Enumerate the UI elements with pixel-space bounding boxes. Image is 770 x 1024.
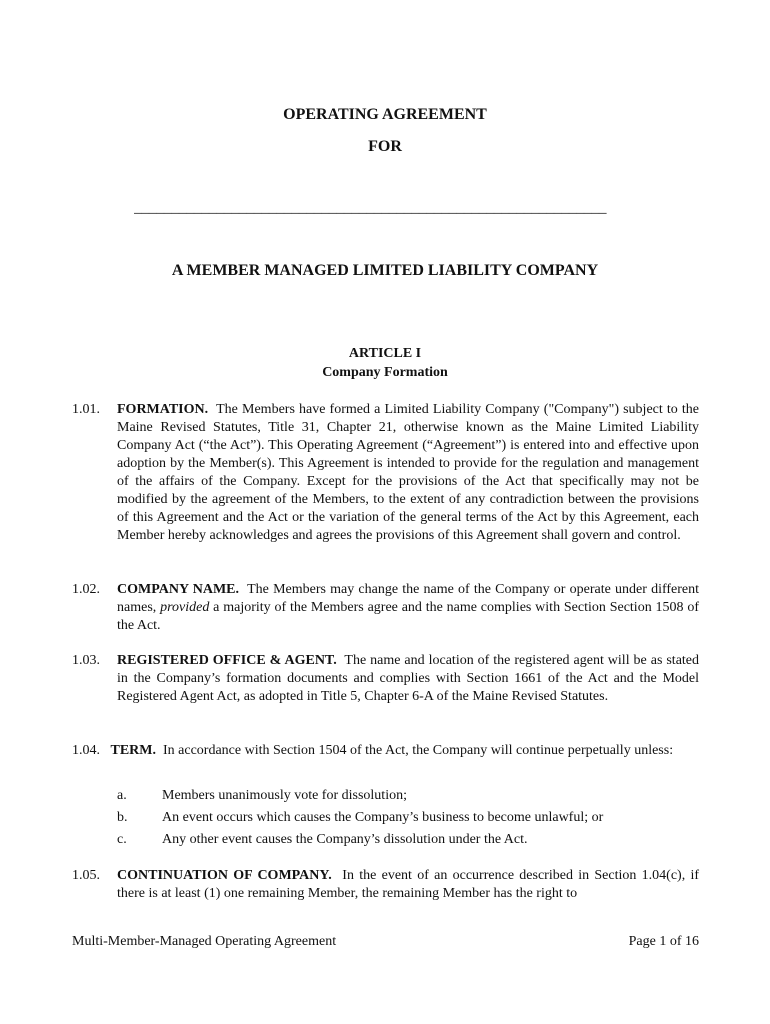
section-text-cont: a majority of the Members agree and the name complies with Section Section 1508 of the Act. [117,600,700,633]
section-1-03 [72,652,699,706]
list-item-letter: a. [117,788,127,803]
section-heading: COMPANY NAME. [117,582,239,597]
section-heading: CONTINUATION OF COMPANY. [117,868,332,883]
section-text-italic: provided [160,600,210,615]
footer-page-number: Page 1 of 16 [628,934,699,949]
section-text: In the event of an occurrence described in Section 1.04(c), if there is at least (1) one remaining Member, the remaining Member has the right to [117,868,700,901]
list-item-letter: b. [117,810,128,825]
section-number: 1.04. [72,743,100,758]
section-1-02 [72,581,699,635]
document-title: OPERATING AGREEMENT [283,106,487,123]
company-name-blank: _______________________________________________________________ [134,200,607,216]
article-label: ARTICLE I [348,346,422,361]
section-heading: REGISTERED OFFICE & AGENT. [117,653,337,668]
section-text: The name and location of the registered agent will be as stated in the Company’s formation documents and complies with Section 1661 of the Act and the Model Registered Agent Act, as adopted in Title 5, Chapter 6-A of the Maine Revised Statutes. [117,653,700,704]
section-text: The Members have formed a Limited Liability Company ("Company") subject to the Maine Revised Statutes, Title 31, Chapter 21, otherwise known as the Maine Limited Liability Company Act (“the Act”). This Operating Agreement (“Agreement”) is entered into and effective upon adoption by the Member(s). This Agreement is intended to provide for the regulation and management of the affairs of the Company. Except for the provisions of the Act that specifically may not be modified by the agreement of the Members, to the extent of any contradiction between the provisions of this Agreement and the Act or the variation of the general terms of the Act by this Agreement, each Member hereby acknowledges and agrees the provisions of this Agreement shall govern and control. [117,402,699,543]
list-item-text: An event occurs which causes the Company’s business to become unlawful; or [162,810,604,825]
document-title-for: FOR [368,138,402,155]
section-1-05 [72,867,699,903]
section-1-01 [72,401,699,545]
footer-document-name: Multi-Member-Managed Operating Agreement [72,934,337,949]
list-item-text: Members unanimously vote for dissolution; [162,788,407,803]
section-number: 1.05. [72,868,100,883]
section-heading: TERM. [110,743,156,758]
section-text: In accordance with Section 1504 of the Act, the Company will continue perpetually unless: [163,743,674,758]
section-heading: FORMATION. [117,402,209,417]
section-number: 1.03. [72,653,100,668]
list-item-text: Any other event causes the Company’s dissolution under the Act. [162,832,528,847]
section-number: 1.01. [72,402,100,417]
section-number: 1.02. [72,582,100,597]
document-subtitle: A MEMBER MANAGED LIMITED LIABILITY COMPANY [171,262,599,279]
section-text: The Members may change the name of the Company or operate under different names, [117,582,700,615]
list-item-letter: c. [117,832,127,847]
section-1-04 [72,742,699,760]
article-name: Company Formation [322,365,448,380]
